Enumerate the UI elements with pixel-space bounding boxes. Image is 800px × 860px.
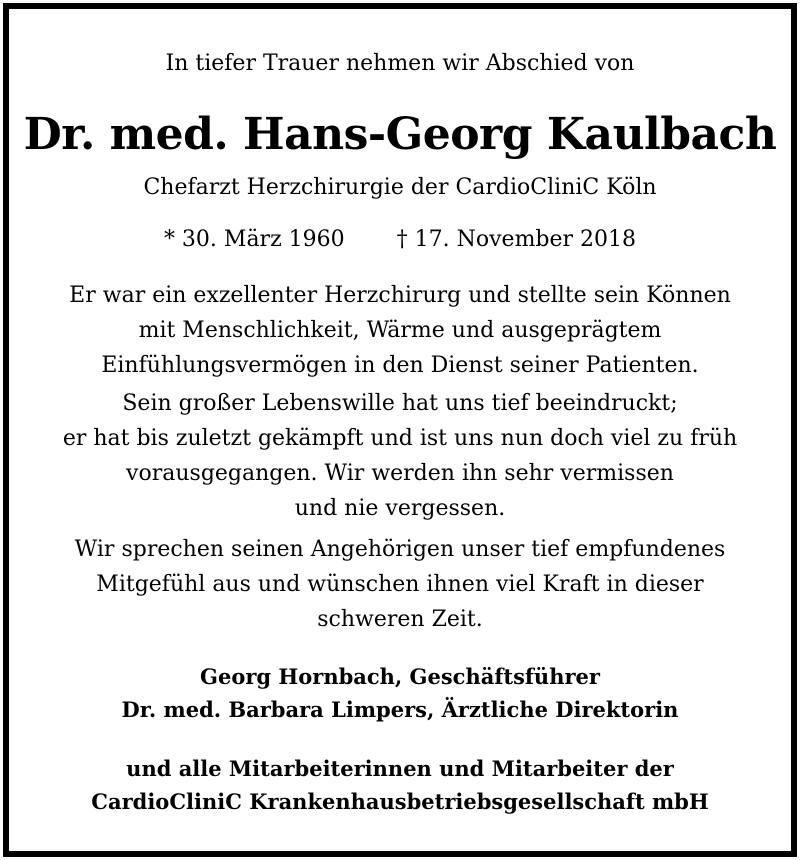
paragraph-line: Mitgefühl aus und wünschen ihnen viel Kraft in dieser	[96, 572, 704, 597]
intro-text: In tiefer Trauer nehmen wir Abschied von	[165, 51, 635, 76]
deceased-name: Dr. med. Hans-Georg Kaulbach	[23, 109, 777, 160]
paragraph-line: Wir sprechen seinen Angehörigen unser tief empfundenes	[74, 537, 726, 562]
paragraph-line: Sein großer Lebenswille hat uns tief beeindruckt;	[122, 391, 678, 416]
signatory: Dr. med. Barbara Limpers, Ärztliche Direktorin	[121, 697, 679, 722]
condolence-paragraph	[30, 532, 770, 637]
death-date: † 17. November 2018	[396, 227, 637, 252]
life-dates	[0, 226, 800, 254]
paragraph-line: Er war ein exzellenter Herzchirurg und stellte sein Können	[69, 283, 731, 308]
signatories	[0, 660, 800, 726]
paragraph-line: Einfühlungsvermögen in den Dienst seiner Patienten.	[101, 353, 699, 378]
birth-date: * 30. März 1960	[163, 227, 345, 252]
paragraph-line: schweren Zeit.	[317, 607, 483, 632]
paragraph-line: mit Menschlichkeit, Wärme und ausgeprägtem	[138, 318, 662, 343]
tribute-paragraph-1	[30, 278, 770, 383]
staff-signature	[0, 752, 800, 818]
deceased-role: Chefarzt Herzchirurgie der CardioCliniC Köln	[143, 175, 657, 200]
paragraph-line: vorausgegangen. Wir werden ihn sehr vermissen	[126, 461, 674, 486]
paragraph-line: und nie vergessen.	[294, 496, 506, 521]
staff-line: und alle Mitarbeiterinnen und Mitarbeiter der	[126, 756, 674, 781]
tribute-paragraph-2	[30, 386, 770, 526]
staff-line: CardioCliniC Krankenhausbetriebsgesellschaft mbH	[91, 789, 709, 814]
paragraph-line: er hat bis zuletzt gekämpft und ist uns nun doch viel zu früh	[62, 426, 738, 451]
signatory: Georg Hornbach, Geschäftsführer	[200, 664, 600, 689]
